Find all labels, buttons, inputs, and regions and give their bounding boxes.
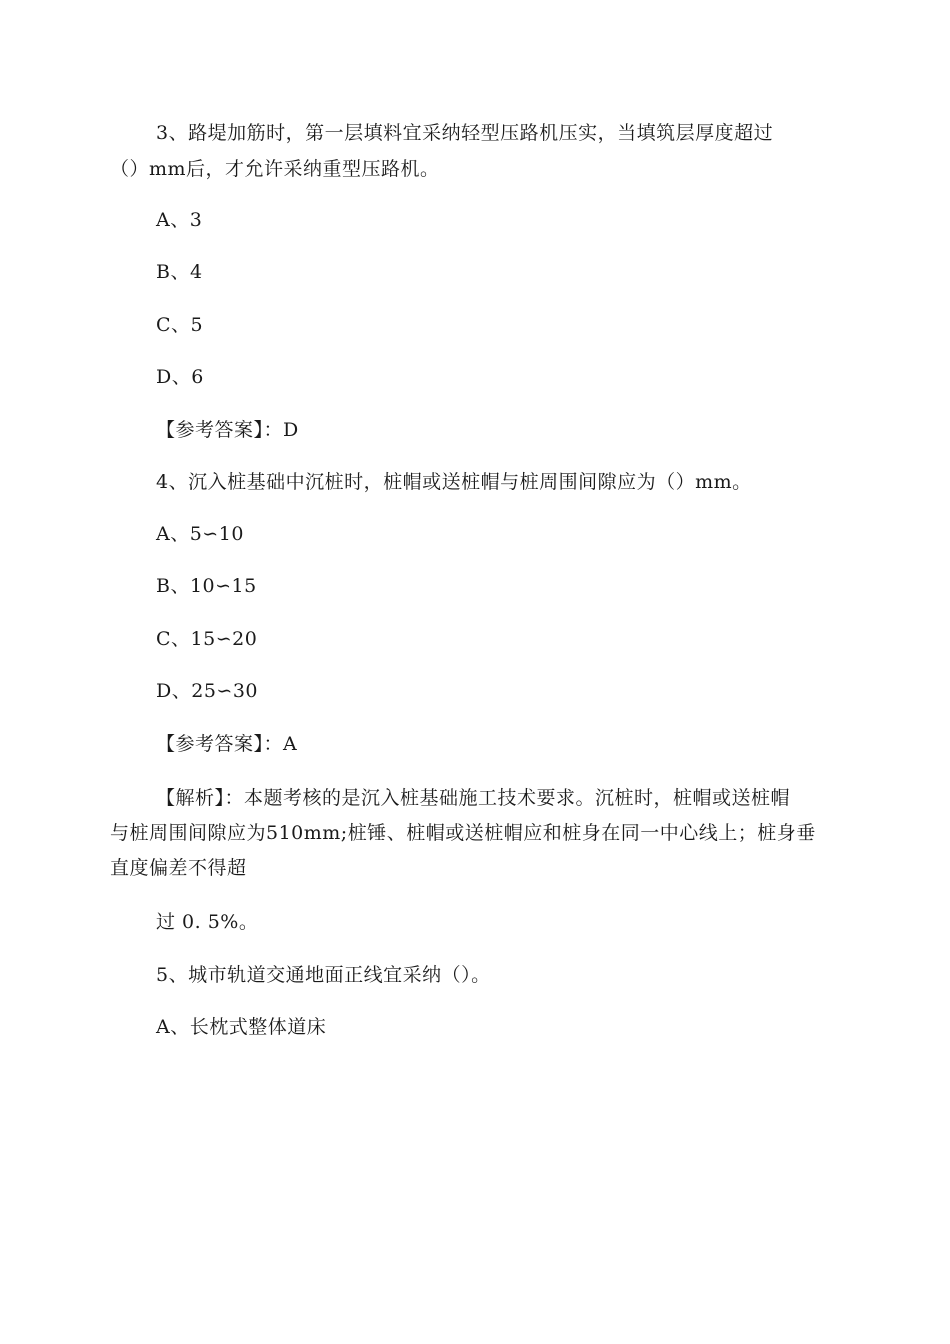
q4-analysis-line1: 【解析】：本题考核的是沉入桩基础施工技术要求。沉桩时，桩帽或送桩帽 <box>156 787 791 809</box>
q3-option-b: B、4 <box>156 261 203 283</box>
q4-analysis-line2: 与桩周围间隙应为510mm;桩锤、桩帽或送桩帽应和桩身在同一中心线上；桩身垂 <box>110 822 816 844</box>
q3-option-d: D、6 <box>156 366 204 388</box>
q3-stem-line1: 3、路堤加筋时，第一层填料宜采纳轻型压路机压实，当填筑层厚度超过 <box>156 122 774 144</box>
q4-option-c: C、15∽20 <box>156 628 258 650</box>
q4-option-d: D、25∽30 <box>156 680 259 702</box>
q4-option-b: B、10∽15 <box>156 575 257 597</box>
q5-option-a: A、长枕式整体道床 <box>156 1016 327 1038</box>
q3-stem-line2: （）mm后，才允许采纳重型压路机。 <box>110 158 440 180</box>
q3-option-c: C、5 <box>156 314 204 336</box>
q4-analysis-line3: 直度偏差不得超 <box>110 857 247 879</box>
q4-answer: 【参考答案】：A <box>156 733 298 755</box>
q3-answer: 【参考答案】：D <box>156 419 299 441</box>
q4-stem: 4、沉入桩基础中沉桩时，桩帽或送桩帽与桩周围间隙应为（）mm。 <box>156 471 752 493</box>
q4-analysis-line4: 过 0. 5%。 <box>156 911 259 933</box>
q5-stem: 5、城市轨道交通地面正线宜采纳（）。 <box>156 964 491 986</box>
q3-option-a: A、3 <box>156 209 203 231</box>
q4-option-a: A、5∽10 <box>156 523 244 545</box>
